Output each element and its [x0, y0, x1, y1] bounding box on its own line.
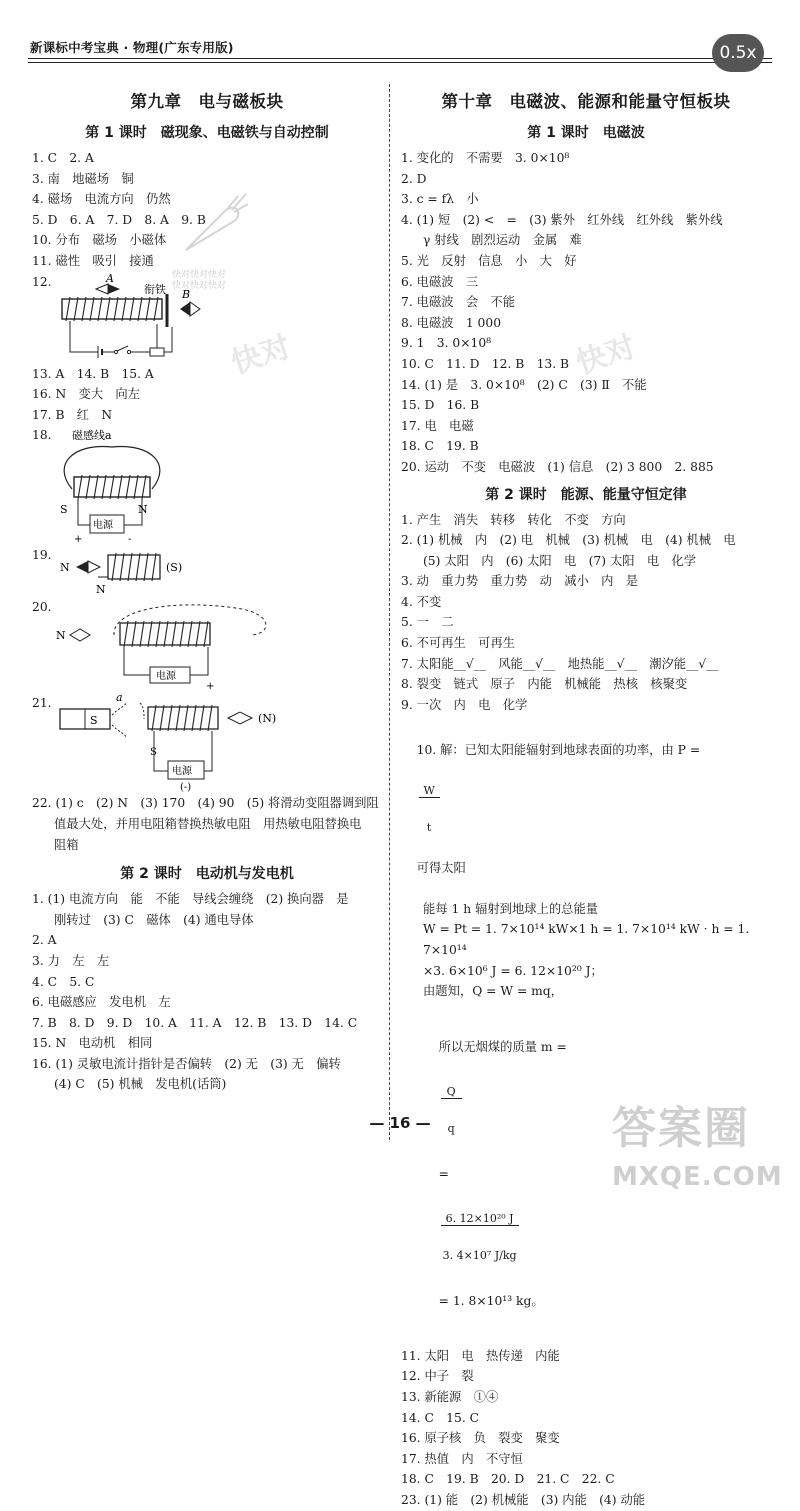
answer-line: 9. 1 3. 0×10⁸: [401, 336, 492, 351]
answer-line: 22. (1) c (2) N (3) 170 (4) 90 (5) 将滑动变阻器调到阻: [32, 796, 379, 811]
answer-line: 4. 不变: [401, 594, 442, 609]
answer-line: 值最大处，并用电阻箱替换热敏电阻 用热敏电阻替换电: [54, 816, 362, 831]
answer-line: 3. 力 左 左: [32, 953, 110, 968]
kuaidui-watermark-left: 快对: [227, 329, 296, 382]
label-minus: -: [128, 534, 132, 546]
q10-mass-lead: 所以无烟煤的质量 m =: [438, 1039, 567, 1054]
question-number: 19.: [32, 548, 52, 563]
q10-lead: 10. 解：已知太阳能辐射到地球表面的功率，由 P =: [416, 743, 701, 758]
chapter-title-10: 第十章 电磁波、能源和能量守恒板块: [441, 92, 731, 111]
label-plus: +: [74, 534, 83, 546]
answer-line: 阻箱: [54, 837, 79, 852]
answer-line: 16. (1) 灵敏电流计指针是否偏转 (2) 无 (3) 无 偏转: [32, 1056, 341, 1071]
q18-figure: [32, 425, 382, 545]
book-header-title: 新课标中考宝典 · 物理(广东专用版): [30, 40, 234, 55]
label-s: S: [60, 503, 68, 517]
frac-den: q: [447, 1121, 455, 1135]
answer-line: 4. 磁场 电流方向 仍然: [32, 192, 171, 207]
answer-line: 由题知，Q = W = mq，: [423, 984, 563, 999]
question-number: 20.: [32, 600, 52, 615]
answer-line: 5. D 6. A 7. D 8. A 9. B: [32, 212, 206, 227]
answer-line: 16. N 变大 向左: [32, 387, 141, 402]
label-minus: (-): [180, 782, 192, 794]
answer-line: 2. (1) 机械 内 (2) 电 机械 (3) 机械 电 (4) 机械 电: [401, 533, 736, 548]
lesson-title-10-1: 第 1 课时 电磁波: [527, 125, 645, 141]
site-watermark: [612, 1103, 783, 1192]
label-s2: S: [150, 747, 157, 759]
magnet-coil-diagram-21: [32, 693, 372, 793]
page-number: — 16 —: [369, 1114, 431, 1132]
answer-line: 17. 热值 内 不守恒: [401, 1451, 523, 1466]
answer-line: 17. B 红 N: [32, 407, 113, 422]
answer-line: 15. D 16. B: [401, 398, 480, 413]
label-iron: 衔铁: [144, 282, 166, 296]
fraction-energy-over-heat: [441, 1189, 519, 1286]
watermark-line: 快对快对快对: [172, 270, 227, 280]
fraction-q-over-q: [441, 1062, 462, 1159]
answer-line: 1. 变化的 不需要 3. 0×10⁸: [401, 151, 570, 165]
answer-line: (4) C (5) 机械 发电机(话筒): [54, 1077, 227, 1092]
label-n: N: [138, 503, 148, 517]
answer-line: 17. 电 电磁: [401, 418, 474, 433]
answer-line: 7. B 8. D 9. D 10. A 11. A 12. B 13. D 14. C: [32, 1015, 358, 1030]
answer-line: 18. C 19. B 20. D 21. C 22. C: [401, 1472, 615, 1487]
answer-line: W = Pt = 1. 7×10¹⁴ kW×1 h = 1. 7×10¹⁴ kW · h = 1. 7×10¹⁴: [423, 922, 754, 957]
carrot-watermark-icon: [176, 190, 256, 260]
watermark-small-text: [172, 270, 226, 292]
right-column: [401, 84, 771, 1511]
equals-sign: =: [438, 1166, 449, 1181]
answer-line: ×3. 6×10⁶ J = 6. 12×10²⁰ J；: [423, 963, 603, 978]
answer-line: 3. 动 重力势 重力势 动 减小 内 是: [401, 574, 638, 589]
answer-line: 5. 一 二: [401, 615, 454, 630]
q10-tail: 可得太阳: [416, 860, 466, 875]
label-b: B: [182, 287, 191, 301]
answer-line: 13. A 14. B 15. A: [32, 366, 154, 381]
answer-line: 18. C 19. B: [401, 439, 479, 454]
answer-line: 3. c = fλ 小: [401, 192, 479, 207]
site-watermark-url: MXQE.COM: [612, 1162, 783, 1192]
q19-figure: [32, 545, 382, 597]
site-watermark-logo: 答案圈: [612, 1103, 750, 1154]
answer-line: 2. A: [32, 933, 57, 948]
label-a: a: [116, 693, 123, 705]
answer-line: 6. 电磁波 三: [401, 274, 479, 289]
column-divider: [389, 84, 390, 1140]
label-n: N: [56, 629, 66, 643]
kuaidui-watermark-right: 快对: [572, 329, 641, 382]
field-line-coil-diagram: [32, 425, 372, 545]
answer-line: 10. 分布 磁场 小磁体: [32, 233, 167, 248]
answer-line: 7. 太阳能__√__ 风能__√__ 地热能__√__ 潮汐能__√__: [401, 656, 719, 671]
answer-line: 12. 中子 裂: [401, 1369, 474, 1384]
q10-solution-line1: [401, 719, 771, 898]
answer-line: 9. 一次 内 电 化学: [401, 697, 528, 712]
answer-line: 1. (1) 电流方向 能 不能 导线会缠绕 (2) 换向器 是: [32, 892, 349, 907]
answer-line: γ 射线 剧烈运动 金属 难: [423, 233, 582, 248]
label-s: S: [90, 714, 98, 728]
label-n-paren: (N): [258, 712, 277, 726]
header-rule-thin: [28, 62, 772, 63]
q20-figure: [32, 597, 382, 693]
lesson-title-9-1: 第 1 课时 磁现象、电磁铁与自动控制: [85, 125, 329, 141]
label-n-bottom: N: [96, 583, 106, 597]
fraction-w-over-t: [419, 761, 440, 858]
answer-line: 11. 磁性 吸引 接通: [32, 253, 154, 268]
answer-line: 11. 太阳 电 热传递 内能: [401, 1348, 560, 1363]
answer-line: 8. 电磁波 1 000: [401, 315, 502, 330]
coil-field-diagram-20: [32, 597, 372, 693]
answer-line: 6. 电磁感应 发电机 左: [32, 995, 171, 1010]
label-plus: +: [206, 681, 215, 693]
label-a: A: [106, 271, 114, 285]
question-number: 21.: [32, 696, 52, 711]
answer-line: 5. 光 反射 信息 小 大 好: [401, 253, 577, 268]
answer-line: 8. 裂变 链式 原子 内能 机械能 热核 核聚变: [401, 677, 688, 692]
answer-line: 10. C 11. D 12. B 13. B: [401, 356, 570, 371]
answer-line: 1. C 2. A: [32, 151, 94, 165]
answer-line: 4. (1) 短 (2) < = (3) 紫外 红外线 红外线 紫外线: [401, 212, 723, 227]
q10-mass-result: = 1. 8×10¹³ kg。: [438, 1293, 544, 1308]
answer-line: 2. D: [401, 171, 427, 186]
lesson-title-9-2: 第 2 课时 电动机与发电机: [120, 866, 294, 883]
label-power: 电源: [93, 520, 113, 532]
answer-line: 能每 1 h 辐射到地球上的总能量: [423, 901, 599, 916]
header-rule: [28, 58, 772, 59]
question-number: 12.: [32, 274, 52, 289]
question-number: 18.: [32, 428, 52, 443]
label-n-left: N: [60, 561, 70, 575]
label-power: 电源: [172, 766, 192, 778]
chapter-title-9: 第九章 电与磁板块: [130, 92, 284, 111]
answer-line: 7. 电磁波 会 不能: [401, 295, 516, 310]
answer-line: 15. N 电动机 相同: [32, 1036, 153, 1051]
answer-line: (5) 太阳 内 (6) 太阳 电 (7) 太阳 电 化学: [423, 553, 697, 568]
label-power: 电源: [156, 671, 176, 683]
answer-line: 14. (1) 是 3. 0×10⁸ (2) C (3) Ⅱ 不能: [401, 377, 647, 392]
compass-coil-diagram: [32, 545, 372, 597]
playback-speed-button[interactable]: 0.5x: [712, 34, 764, 72]
frac-den: t: [426, 820, 432, 834]
frac-den: 3. 4×10⁷ J/kg: [442, 1248, 517, 1262]
answer-line: 13. 新能源 ①④: [401, 1389, 499, 1404]
frac-num: W: [419, 785, 440, 798]
answer-line: 23. (1) 能 (2) 机械能 (3) 内能 (4) 动能: [401, 1492, 646, 1507]
frac-num: 6. 12×10²⁰ J: [441, 1213, 519, 1226]
label-field-line: 磁感线a: [72, 429, 112, 443]
answer-line: 16. 原子核 负 裂变 聚变: [401, 1431, 560, 1446]
label-s-right: (S): [166, 561, 183, 575]
answer-line: 14. C 15. C: [401, 1410, 480, 1425]
watermark-line: 快对快对快对: [172, 281, 227, 291]
answer-line: 4. C 5. C: [32, 974, 95, 989]
answer-line: 20. 运动 不变 电磁波 (1) 信息 (2) 3 800 2. 885: [401, 459, 714, 474]
frac-num: Q: [441, 1086, 462, 1099]
answer-line: 1. 产生 消失 转移 转化 不变 方向: [401, 512, 626, 527]
answer-line: 3. 南 地磁场 铜: [32, 171, 134, 186]
answer-line: 6. 不可再生 可再生: [401, 636, 516, 651]
q21-figure: [32, 693, 382, 793]
lesson-title-10-2: 第 2 课时 能源、能量守恒定律: [485, 486, 687, 503]
answer-line: 刚转过 (3) C 磁体 (4) 通电导体: [54, 912, 254, 927]
